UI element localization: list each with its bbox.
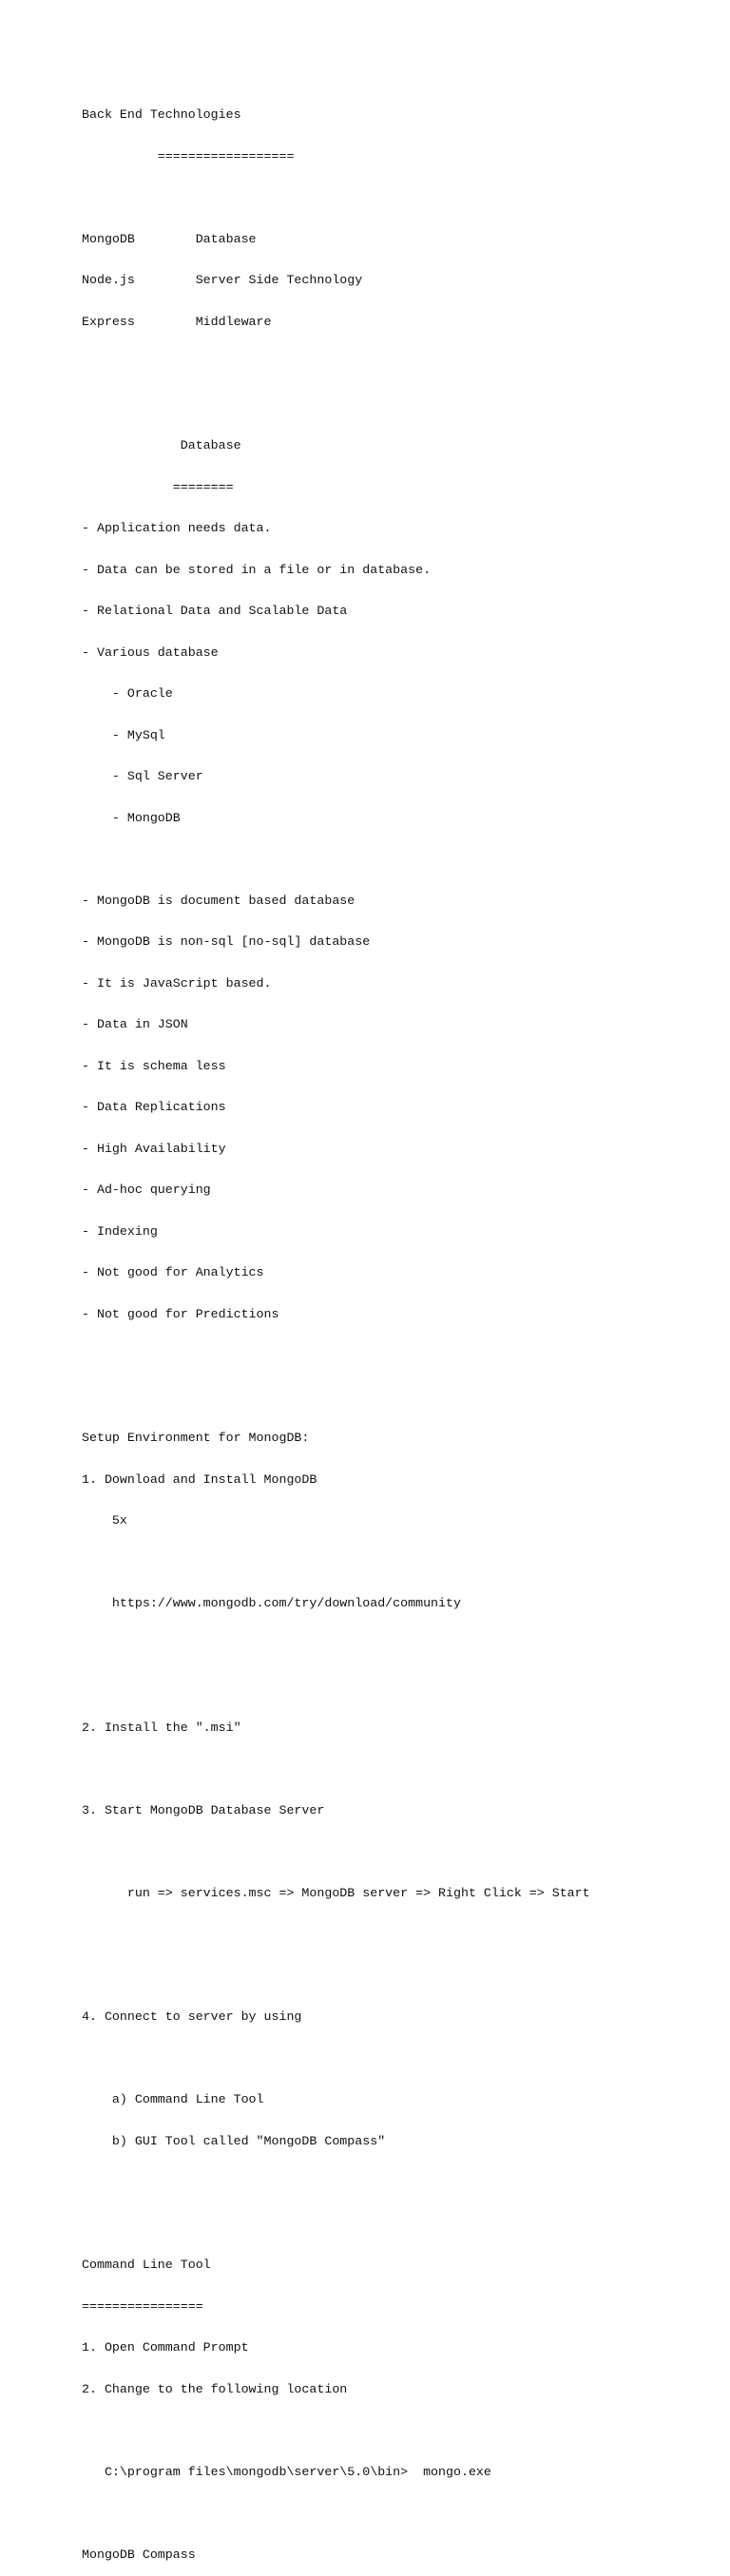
cli-step-1: 1. Open Command Prompt bbox=[82, 2340, 249, 2355]
blank-line bbox=[82, 398, 590, 413]
list-item: - High Availability bbox=[82, 1141, 226, 1156]
version-note: 5x bbox=[82, 1513, 127, 1528]
list-item: - Ad-hoc querying bbox=[82, 1182, 211, 1197]
blank-line bbox=[82, 853, 590, 867]
blank-line bbox=[82, 1639, 590, 1653]
blank-line bbox=[82, 1928, 590, 1942]
connect-option-b: b) GUI Tool called "MongoDB Compass" bbox=[82, 2133, 386, 2148]
list-item: - It is schema less bbox=[82, 1058, 226, 1073]
sub-list-item: - Oracle bbox=[82, 686, 173, 701]
setup-heading: Setup Environment for MonogDB: bbox=[82, 1431, 310, 1445]
document-page bbox=[82, 81, 590, 2576]
connect-option-a: a) Command Line Tool bbox=[82, 2092, 264, 2106]
database-heading: Database bbox=[82, 438, 241, 452]
list-item: - MongoDB is document based database bbox=[82, 893, 355, 908]
list-item: - Various database bbox=[82, 644, 219, 660]
list-item: - Data Replications bbox=[82, 1100, 226, 1114]
blank-line bbox=[82, 1845, 590, 1859]
list-item: - Application needs data. bbox=[82, 521, 272, 535]
list-item: - It is JavaScript based. bbox=[82, 975, 272, 990]
cli-step-2: 2. Change to the following location bbox=[82, 2381, 348, 2396]
blank-line bbox=[82, 2218, 590, 2232]
blank-line bbox=[82, 1680, 590, 1694]
sub-list-item: - Sql Server bbox=[82, 769, 203, 783]
doc-title: Back End Technologies bbox=[82, 107, 241, 122]
setup-step-4: 4. Connect to server by using bbox=[82, 2009, 302, 2024]
cli-heading: Command Line Tool bbox=[82, 2258, 211, 2272]
list-item: - Relational Data and Scalable Data bbox=[82, 604, 348, 618]
blank-line bbox=[82, 1391, 590, 1405]
blank-line bbox=[82, 2424, 590, 2438]
list-item: - Indexing bbox=[82, 1223, 158, 1239]
list-item: - Data can be stored in a file or in database. bbox=[82, 562, 432, 577]
blank-line bbox=[82, 2176, 590, 2190]
setup-step-1: 1. Download and Install MongoDB bbox=[82, 1471, 317, 1487]
tech-row-mongodb: MongoDB Database bbox=[82, 231, 257, 246]
list-item: - Not good for Predictions bbox=[82, 1306, 279, 1321]
database-underline: ======== bbox=[82, 479, 234, 494]
list-item: - Not good for Analytics bbox=[82, 1265, 264, 1279]
setup-step-2: 2. Install the ".msi" bbox=[82, 1720, 241, 1735]
blank-line bbox=[82, 2507, 590, 2521]
setup-step-3: 3. Start MongoDB Database Server bbox=[82, 1802, 325, 1817]
blank-line bbox=[82, 1556, 590, 1570]
start-instructions: run => services.msc => MongoDB server => Right Click => Start bbox=[82, 1885, 590, 1900]
blank-line bbox=[82, 1970, 590, 1984]
blank-line bbox=[82, 356, 590, 371]
cli-underline: ================ bbox=[82, 2298, 203, 2314]
list-item: - Data in JSON bbox=[82, 1017, 188, 1031]
sub-list-item: - MongoDB bbox=[82, 810, 181, 825]
blank-line bbox=[82, 1762, 590, 1777]
sub-list-item: - MySql bbox=[82, 727, 165, 742]
blank-line bbox=[82, 2052, 590, 2067]
download-url: https://www.mongodb.com/try/download/community bbox=[82, 1596, 461, 1610]
tech-row-nodejs: Node.js Server Side Technology bbox=[82, 273, 363, 287]
tech-row-express: Express Middleware bbox=[82, 314, 272, 329]
blank-line bbox=[82, 1349, 590, 1363]
title-underline: ================== bbox=[82, 148, 295, 163]
list-item: - MongoDB is non-sql [no-sql] database bbox=[82, 934, 371, 949]
cli-path: C:\program files\mongodb\server\5.0\bin> mongo.exe bbox=[82, 2464, 491, 2479]
blank-line bbox=[82, 191, 590, 205]
compass-heading: MongoDB Compass bbox=[82, 2547, 196, 2562]
